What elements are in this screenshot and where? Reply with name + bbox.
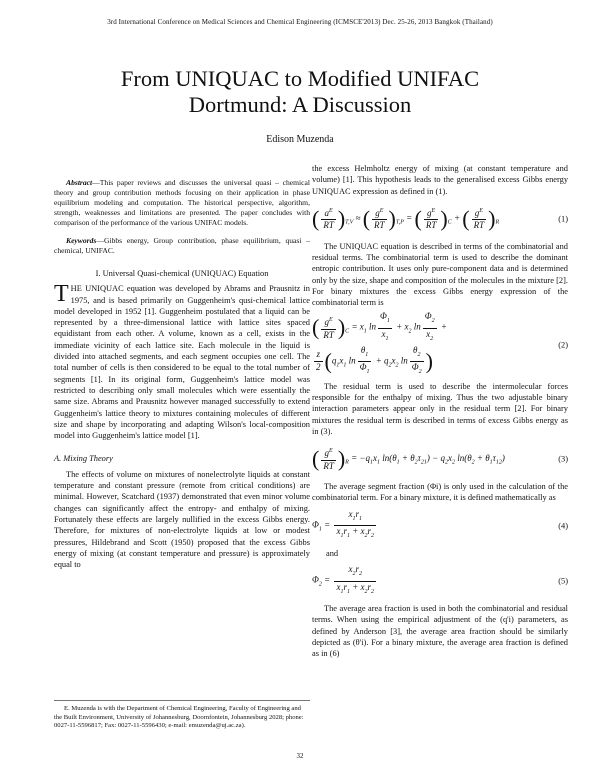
- equation-2-number: (2): [558, 340, 568, 350]
- equation-3-math: ( $\frac{g^E}{RT}$ )$_R = -q_1x_1$ $\ln(\theta_1 + \theta_2\tau_{21}) - q_2x_2$ $\ln(\theta_2 + \theta_1\tau_{12})$: [312, 446, 505, 472]
- subsection-a-heading: A. Mixing Theory: [54, 454, 113, 464]
- conference-header: 3rd International Conference on Medical Sciences and Chemical Engineering (ICMSCE'2013) Dec. 25-26, 2013 Bangkok (Thailand): [107, 18, 493, 26]
- right-paragraph-4: The average segment fraction (Φi) is only used in the calculation of the combinatorial term. For a binary mixture, it is defined mathematically as: [312, 482, 568, 503]
- keywords-label: Keywords: [66, 236, 97, 245]
- paper-title: [60, 66, 540, 118]
- title-line-2: Dortmund: A Discussion: [188, 92, 412, 117]
- left-column: [54, 178, 310, 570]
- equation-3: [312, 443, 568, 475]
- equation-1-math: ( $\frac{a^E}{RT}$ )$_{T,V}$ ≈ ( $\frac{g^E}{RT}$ )$_{T,P}$ = ( $\frac{g^E}{RT}$ )$_C$ + ( $\frac{g^E}{RT}$ )$_R$: [312, 205, 500, 231]
- equation-4-math: $\Phi_1$ = $\frac{x_1r_1}{x_1r_1 + x_2r_2}$: [312, 509, 375, 540]
- right-paragraph-2: The UNIQUAC equation is described in terms of the combinatorial and residual terms. The combinatorial term is used to describe the dominant entropic contribution. It uses only pure-component data and is determined only by the size, shape and composition of the molecules in the mixture [2]. For binary mixtures the excess Gibbs energy expression of the combinatorial term is: [312, 241, 568, 308]
- equation-2-math: ( $\frac{g^E}{RT}$ )$_C = x_1$ ln $\frac{\Phi_1}{x_1}$ + $x_2$ ln $\frac{\Phi_2}{x_2}$ + $\frac{z}{2}$ ($q_1x_1$ ln $\frac{\theta_1}{\Phi_1}$ + $q_2x_2$ ln $\frac{\theta_2}{\Phi_2}$ ): [312, 311, 447, 375]
- keywords: [54, 236, 310, 256]
- drop-cap: T: [54, 281, 69, 308]
- equation-1: [312, 203, 568, 235]
- keywords-text: —Gibbs energy, Group contribution, phase equilibrium, quasi –chemical, UNIFAC.: [54, 236, 310, 255]
- title-line-1: From UNIQUAC to Modified UNIFAC: [120, 66, 480, 91]
- equation-1-number: (1): [558, 214, 568, 224]
- equation-4: [312, 510, 568, 542]
- section-1-text: HE UNIQUAC equation was developed by Abrams and Prausnitz in 1975, and is based primarily on Guggenheim's qusi-chemical lattice model developed in 1952 [1]. Guggenheim postulated that a liquid can be represented by a three-dimensional lattice with lattice sites spaced equidistant from each other. A volume, known as a cell, exists in the immediate vicinity of each lattice site. Each molecule in the liquid is divided into attached segments, and each segment occupies one cell. The total number of cells is then considered to be equal to the total number of segments [1]. In its original form, Guggenheim's lattice model was restricted to describing only small molecules which were essentially the same size. Abrams and Prausnitz however managed successfully to extend Guggenheim's lattice theory to mixtures containing molecules of different size and shape by incorporating and adapting Wilson's local-composition model into Guggenheim's lattice model [1].: [54, 284, 310, 441]
- equation-5: [312, 565, 568, 597]
- and-text: and: [326, 548, 339, 558]
- right-paragraph-5: The average area fraction is used in both the combinatorial and residual terms. When using the empirical adjustment of the (q'i) parameters, as defined by Anderson [3], the average area fraction should be similarly depicted as (θ'i). For a binary mixture, the average area fraction is defined as in (6): [312, 604, 568, 659]
- page-number: 32: [296, 752, 304, 760]
- author-footnote: E. Muzenda is with the Department of Chemical Engineering, Faculty of Engineering and the Built Environment, University of Johannesburg, Doornfontein, Johannesburg 2028; phone: 0027-11-5596817; Fax: 0027-11-5596430; e-mail: emuzenda@uj.ac.za).: [54, 700, 310, 731]
- abstract: [54, 178, 310, 228]
- abstract-label: Abstract: [66, 178, 93, 187]
- equation-4-number: (4): [558, 521, 568, 531]
- equation-5-math: $\Phi_2$ = $\frac{x_2r_2}{x_1r_1 + x_2r_2}$: [312, 564, 375, 595]
- equation-5-number: (5): [558, 576, 568, 586]
- equation-3-number: (3): [558, 454, 568, 464]
- section-1-heading: I. Universal Quasi-chemical (UNIQUAC) Equation: [95, 269, 269, 278]
- right-paragraph-3: The residual term is used to describe the intermolecular forces responsible for the enthalpy of mixing. Thus the two adjustable binary interaction parameters appear only in the residual term [2]. For binary mixtures the residual term is described in terms of excess Gibbs energy as in (3).: [312, 381, 568, 436]
- right-column: [312, 163, 568, 660]
- mixing-theory-paragraph: The effects of volume on mixtures of nonelectrolyte liquids at constant temperature and constant pressure (remote from critical conditions) are minimal. However, Scatchard (1937) demonstrated that even minor volume changes can significantly affect the entropy- and enthalpy of mixing. Fortunately these effects are largely nullified in the excess Gibbs energy. Therefore, for mixtures of non-electrolyte liquids at low or modest pressures, Hildebrand and Scott (1950) proposed that the excess Gibbs energy of mixing (at constant temperature and pressure) is approximately equal to: [54, 469, 310, 570]
- equation-2: [312, 311, 568, 375]
- right-paragraph-1: the excess Helmholtz energy of mixing (at constant temperature and volume) [1]. This hypothesis leads to the generalised excess Gibbs energy UNIQUAC expression as defined in (1).: [312, 164, 568, 196]
- section-1-paragraph: [54, 283, 310, 441]
- author-name: Edison Muzenda: [266, 134, 334, 145]
- abstract-text: —This paper reviews and discusses the universal quasi – chemical theory and group contribution methods focusing on their application in phase equilibrium modeling and computation. The historical perspective, algorithm, strength, weaknesses and limitations are presented. The paper concludes with comparison of the performance of the various UNIFAC models.: [54, 178, 310, 227]
